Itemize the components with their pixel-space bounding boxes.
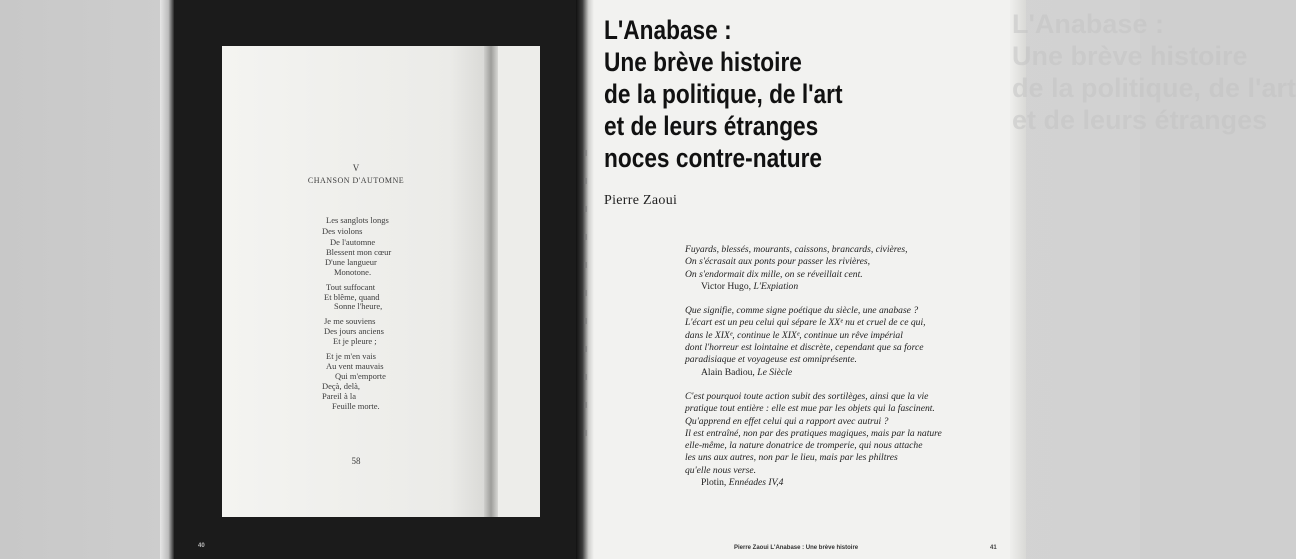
poem-line: Tout suffocant (326, 282, 376, 292)
poem-line: Et je pleure ; (333, 336, 377, 346)
chapter-title (604, 14, 940, 174)
epigraph-source-author: Alain Badiou, (701, 366, 758, 378)
poem-title: CHANSON D'AUTOMNE (307, 176, 405, 185)
epigraph-source (685, 477, 1005, 489)
poem-line: Des violons (322, 226, 363, 236)
author-name: Pierre Zaoui (604, 193, 678, 208)
poem-line: Pareil à la (322, 391, 356, 401)
epigraph-line: elle-même, la nature donatrice de tromperie, qui nous attache (685, 440, 923, 452)
epigraph-line: les uns aux autres, non par le lieu, mais par les philtres (685, 452, 898, 464)
epigraph-source (685, 281, 1005, 293)
epigraph-line: L'écart est un peu celui qui sépare le XXᵉ nu et cruel de ce qui, (685, 317, 926, 329)
epigraph-source-work: Le Siècle (757, 366, 793, 378)
epigraph-line: On s'écrasait aux ponts pour passer les rivières, (685, 256, 871, 268)
epigraph-line: dans le XIXᵉ, continue le XIXᵉ, continue un rêve impérial (685, 329, 903, 341)
poem-line: Et blême, quand (324, 292, 380, 302)
epigraph-line: pratique tout entière : elle est mue par les objets qui la fascinent. (685, 403, 935, 415)
poem (222, 46, 490, 517)
epigraph-source-author: Plotin, (701, 477, 729, 489)
left-folio: 40 (198, 543, 205, 549)
epigraph-line: dont l'horreur est lointaine et discrète, cependant que sa force (685, 342, 924, 354)
title-line: L'Anabase : (604, 15, 732, 45)
title-line: noces contre-nature (604, 143, 823, 173)
poem-line: Des jours anciens (324, 326, 384, 336)
show-through-text: L'Anabase : Une brève histoire de la politique, de l'art et de leurs étranges (1012, 9, 1296, 135)
epigraph-line: Qu'apprend en effet celui qui a rapport avec autrui ? (685, 415, 889, 427)
epigraph-line: On s'endormait dix mille, on se réveillait cent. (685, 268, 863, 280)
title-line: de la politique, de l'art (604, 79, 843, 109)
poem-line: Les sanglots longs (326, 215, 389, 225)
photographed-book (222, 46, 540, 517)
poem-line: Feuille morte. (332, 401, 380, 411)
poem-line: Monotone. (334, 267, 372, 277)
epigraph-line: C'est pourquoi toute action subit des sortilèges, ainsi que la vie (685, 390, 929, 402)
running-head: Pierre Zaoui L'Anabase : Une brève histoire (734, 545, 859, 551)
poem-line: Et je m'en vais (326, 351, 376, 361)
poem-line: Je me souviens (324, 316, 376, 326)
epigraph-source (685, 367, 1005, 379)
epigraph-line: Fuyards, blessés, mourants, caissons, brancards, civières, (685, 244, 908, 255)
title-line: Une brève histoire (604, 47, 802, 77)
poem-line: Qui m'emporte (335, 371, 386, 381)
epigraph-line: Il est entraîné, non par des pratiques magiques, mais par la nature (685, 427, 942, 439)
poem-line: De l'automne (330, 237, 376, 247)
title-line: et de leurs étranges (604, 111, 819, 141)
photo-book-right-page (492, 46, 540, 517)
poem-line: Sonne l'heure, (334, 301, 383, 311)
poem-line: D'une langueur (325, 257, 377, 267)
epigraph-line: Que signifie, comme signe poétique du siècle, une anabase ? (685, 305, 919, 317)
left-page-edge (160, 0, 174, 559)
photo-page-number: 58 (351, 456, 361, 466)
epigraph-line: paradisiaque et voyageuse est omniprésente. (685, 354, 857, 366)
epigraph-line: qu'elle nous verse. (685, 464, 757, 476)
poem-section-number: V (352, 163, 360, 173)
poem-line: Blessent mon cœur (326, 247, 392, 257)
epigraph-source-work: L'Expiation (753, 280, 799, 292)
epigraph-source-author: Victor Hugo, (701, 280, 754, 292)
binding-stitch (584, 150, 587, 450)
poem-line: Au vent mauvais (326, 361, 384, 371)
poem-line: Deçà, delà, (322, 381, 360, 391)
epigraphs (685, 244, 1005, 489)
epigraph-source-work: Ennéades IV,4 (728, 477, 784, 489)
right-folio: 41 (990, 545, 997, 551)
